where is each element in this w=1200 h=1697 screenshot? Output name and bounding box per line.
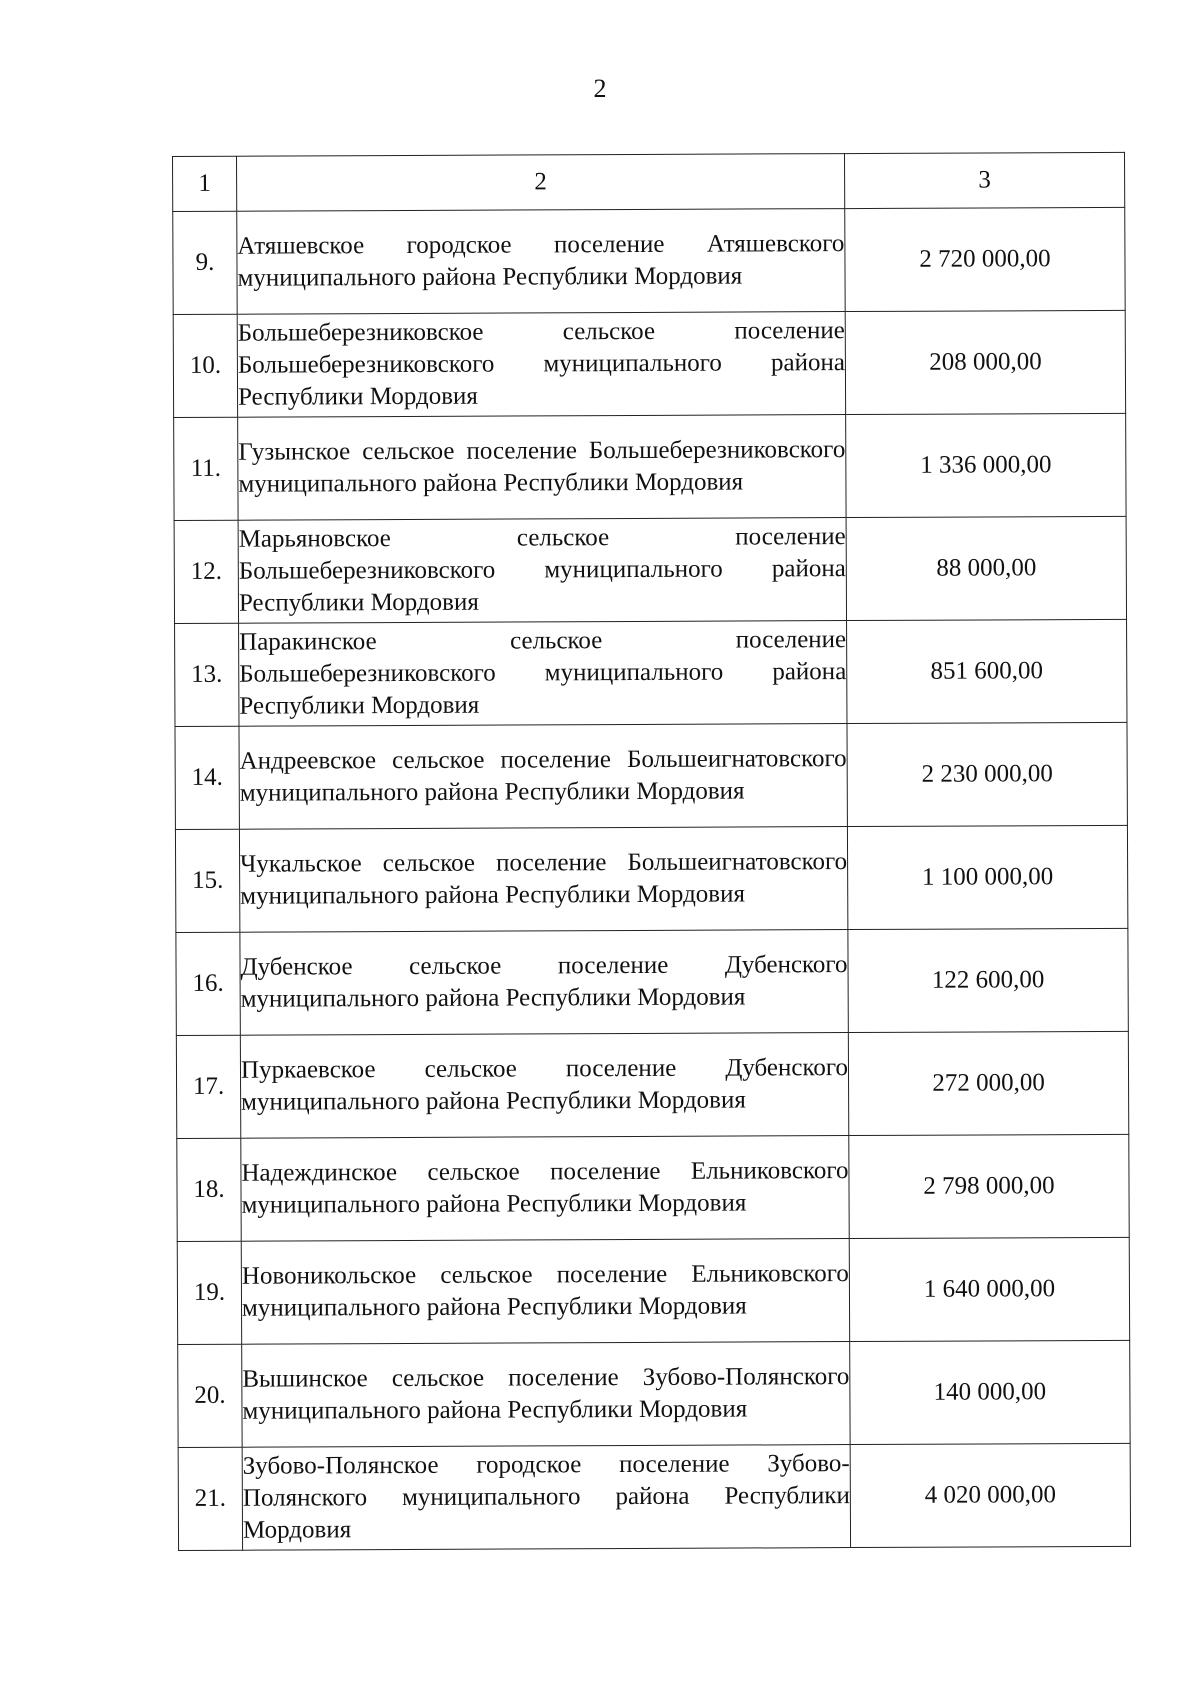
row-number: 12. xyxy=(174,520,238,623)
table-row xyxy=(176,1031,1128,1138)
table-row xyxy=(177,1237,1129,1344)
row-amount: 1 100 000,00 xyxy=(847,825,1127,929)
row-amount: 2 798 000,00 xyxy=(849,1134,1129,1238)
column-header-number: 1 xyxy=(173,156,237,211)
table-row xyxy=(174,516,1126,623)
row-settlement-name: Гузынское сельское поселение Большеберезниковского муниципального района Республики Мордовия xyxy=(238,415,846,521)
row-settlement-name: Зубово-Полянское городское поселение Зубово-Полянского муниципального района Республики Мордовия xyxy=(242,1445,850,1551)
row-amount: 1 640 000,00 xyxy=(849,1237,1129,1341)
column-header-name: 2 xyxy=(237,154,845,212)
row-number: 11. xyxy=(174,417,238,520)
row-number: 14. xyxy=(175,726,239,829)
table-row xyxy=(175,619,1127,726)
allocation-table xyxy=(172,152,1131,1551)
row-amount: 88 000,00 xyxy=(846,516,1126,620)
row-settlement-name: Андреевское сельское поселение Большеигнатовского муниципального района Республики Мордовия xyxy=(239,724,847,830)
row-number: 19. xyxy=(177,1241,241,1344)
row-number: 20. xyxy=(178,1344,242,1447)
row-amount: 2 720 000,00 xyxy=(845,207,1125,311)
row-amount: 272 000,00 xyxy=(848,1031,1128,1135)
row-settlement-name: Паракинское сельское поселение Большеберезниковского муниципального района Республики Мордовия xyxy=(239,621,847,727)
row-amount: 208 000,00 xyxy=(845,310,1125,414)
row-number: 9. xyxy=(173,211,237,314)
row-settlement-name: Чукальское сельское поселение Большеигнатовского муниципального района Республики Мордовия xyxy=(239,827,847,933)
row-settlement-name: Дубенское сельское поселение Дубенского муниципального района Республики Мордовия xyxy=(240,930,848,1036)
row-amount: 140 000,00 xyxy=(850,1340,1130,1444)
row-settlement-name: Марьяновское сельское поселение Большеберезниковского муниципального района Республики Мордовия xyxy=(238,518,846,624)
row-settlement-name: Большеберезниковское сельское поселение Большеберезниковского муниципального района Республики Мордовия xyxy=(237,312,845,418)
row-settlement-name: Новоникольское сельское поселение Ельниковского муниципального района Республики Мордовия xyxy=(241,1239,849,1345)
row-settlement-name: Надеждинское сельское поселение Ельниковского муниципального района Республики Мордовия xyxy=(241,1136,849,1242)
row-number: 10. xyxy=(173,314,237,417)
row-amount: 122 600,00 xyxy=(848,928,1128,1032)
row-settlement-name: Вышинское сельское поселение Зубово-Полянского муниципального района Республики Мордовия xyxy=(242,1342,850,1448)
row-number: 13. xyxy=(175,623,239,726)
table-row xyxy=(176,928,1128,1035)
column-header-amount: 3 xyxy=(844,152,1124,208)
row-number: 16. xyxy=(176,932,240,1035)
table-row xyxy=(178,1443,1130,1550)
table-row xyxy=(173,310,1125,417)
row-settlement-name: Пуркаевское сельское поселение Дубенского муниципального района Республики Мордовия xyxy=(240,1033,848,1139)
page-number: 2 xyxy=(593,74,607,103)
row-number: 18. xyxy=(177,1138,241,1241)
row-amount: 851 600,00 xyxy=(847,619,1127,723)
row-number: 15. xyxy=(175,829,239,932)
table-row xyxy=(177,1134,1129,1241)
row-amount: 4 020 000,00 xyxy=(850,1443,1130,1547)
table-row xyxy=(174,413,1126,520)
row-number: 21. xyxy=(178,1447,242,1550)
row-amount: 2 230 000,00 xyxy=(847,722,1127,826)
table-row xyxy=(175,825,1127,932)
row-amount: 1 336 000,00 xyxy=(846,413,1126,517)
table-header-row xyxy=(173,152,1125,211)
row-number: 17. xyxy=(176,1035,240,1138)
row-settlement-name: Атяшевское городское поселение Атяшевского муниципального района Республики Мордовия xyxy=(237,209,845,315)
table-row xyxy=(173,207,1125,314)
table-row xyxy=(178,1340,1130,1447)
table-row xyxy=(175,722,1127,829)
